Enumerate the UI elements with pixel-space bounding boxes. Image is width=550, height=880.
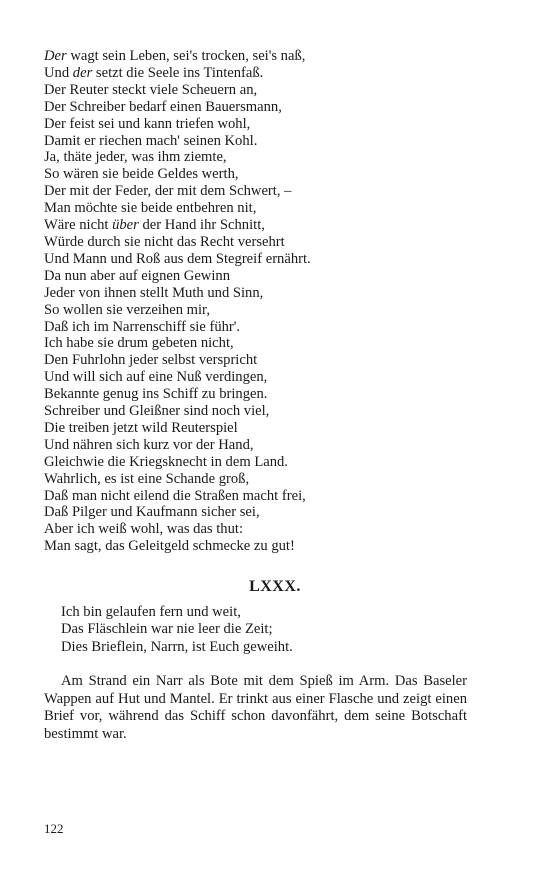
page-number: 122 [44, 821, 64, 836]
poem-line [44, 200, 504, 217]
poem-line [44, 335, 504, 352]
poem-line [44, 183, 504, 200]
poem-text: So wollen sie verzeihen mir, [44, 301, 210, 318]
poem-text: Bekannte genug ins Schiff zu bringen. [44, 386, 268, 403]
poem-text: Die treiben jetzt wild Reuterspiel [44, 419, 238, 436]
poem-text: Wahrlich, es ist eine Schande groß, [44, 470, 250, 487]
chapter-motto [61, 604, 293, 656]
poem-emphasis: Der [44, 48, 67, 64]
poem-line [44, 352, 504, 369]
poem-line [44, 116, 504, 133]
poem-text: Der Schreiber bedarf einen Bauersmann, [44, 98, 282, 115]
poem-text: Der Reuter steckt viele Scheuern an, [44, 81, 258, 98]
poem-line [44, 319, 504, 336]
poem [44, 48, 504, 555]
poem-line [44, 403, 504, 420]
poem-line [44, 302, 504, 319]
poem-line [44, 369, 504, 386]
poem-text: Daß Pilger und Kaufmann sicher sei, [44, 504, 260, 521]
poem-text: Der feist sei und kann triefen wohl, [44, 115, 251, 132]
poem-line [44, 386, 504, 403]
poem-text: Jeder von ihnen stellt Muth und Sinn, [44, 284, 264, 301]
poem-line [44, 251, 504, 268]
poem-line [44, 521, 504, 538]
poem-text: Und nähren sich kurz vor der Hand, [44, 436, 254, 453]
poem-line [44, 437, 504, 454]
poem-text: Schreiber und Gleißner sind noch viel, [44, 403, 270, 420]
poem-line [44, 538, 504, 555]
poem-text: Ich habe sie drum gebeten nicht, [44, 335, 234, 352]
poem-text: Den Fuhrlohn jeder selbst verspricht [44, 352, 258, 369]
poem-text: So wären sie beide Geldes werth, [44, 166, 239, 183]
motto-line: Dies Brieflein, Narrn, ist Euch geweiht. [61, 638, 293, 655]
poem-text: wagt sein Leben, sei's trocken, sei's naß, [66, 48, 306, 64]
chapter-description: Am Strand ein Narr als Bote mit dem Spieß im Arm. Das Baseler Wappen auf Hut und Mantel. Er trinkt aus einer Flasche und zeigt einen Brief vor, während das Schiff schon davonfährt, dem seine Botschaft bestimmt war. [44, 673, 467, 742]
poem-emphasis: über [112, 217, 139, 234]
poem-line [44, 234, 504, 251]
motto-line: Das Fläschlein war nie leer die Zeit; [61, 621, 273, 638]
poem-line [44, 285, 504, 302]
poem-line [44, 217, 504, 234]
poem-text: der Hand ihr Schnitt, [138, 217, 265, 234]
poem-line [44, 504, 504, 521]
poem-line [44, 48, 504, 65]
poem-line [44, 133, 504, 150]
motto-line: Ich bin gelaufen fern und weit, [61, 604, 241, 620]
poem-text: Und [44, 64, 73, 81]
poem-text: Man möchte sie beide entbehren nit, [44, 200, 257, 217]
poem-line [44, 420, 504, 437]
poem-text: Da nun aber auf eignen Gewinn [44, 267, 230, 284]
poem-text: Daß ich im Narrenschiff sie führ'. [44, 318, 241, 335]
poem-text: setzt die Seele ins Tintenfaß. [92, 64, 264, 81]
poem-text: Daß man nicht eilend die Straßen macht frei, [44, 487, 306, 504]
poem-line [44, 454, 504, 471]
poem-line [44, 65, 504, 82]
poem-line [44, 471, 504, 488]
poem-text: Wäre nicht [44, 217, 113, 234]
poem-text: Der mit der Feder, der mit dem Schwert, – [44, 183, 292, 200]
poem-text: Ja, thäte jeder, was ihm ziemte, [44, 149, 227, 166]
poem-line [44, 149, 504, 166]
poem-line [44, 268, 504, 285]
poem-text: Und will sich auf eine Nuß verdingen, [44, 369, 268, 386]
poem-line [44, 99, 504, 116]
poem-text: Und Mann und Roß aus dem Stegreif ernährt. [44, 250, 311, 267]
poem-emphasis: der [72, 64, 93, 81]
poem-text: Aber ich weiß wohl, was das thut: [44, 521, 244, 538]
poem-text: Würde durch sie nicht das Recht versehrt [44, 233, 285, 250]
poem-text: Man sagt, das Geleitgeld schmecke zu gut! [44, 538, 295, 555]
poem-line [44, 82, 504, 99]
poem-line [44, 488, 504, 505]
poem-text: Gleichwie die Kriegsknecht in dem Land. [44, 453, 288, 470]
poem-line [44, 166, 504, 183]
poem-text: Damit er riechen mach' seinen Kohl. [44, 132, 258, 149]
chapter-heading: LXXX. [249, 578, 301, 595]
